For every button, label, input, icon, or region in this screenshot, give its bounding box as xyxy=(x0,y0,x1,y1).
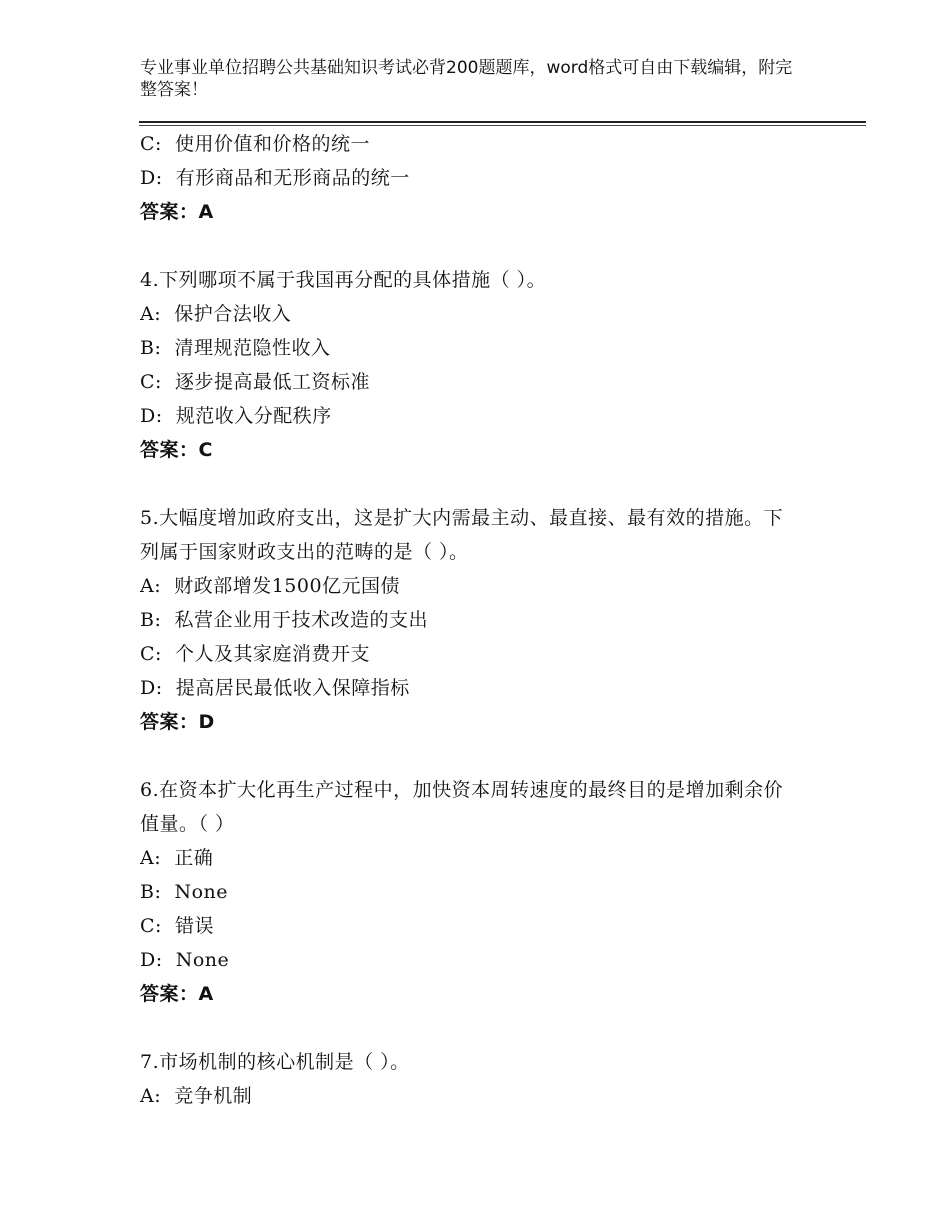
header-divider-thin xyxy=(139,125,866,126)
option-a: A: 财政部增发1500亿元国债 xyxy=(140,575,401,597)
option-b: B: 清理规范隐性收入 xyxy=(140,337,331,359)
option-a: A: 保护合法收入 xyxy=(140,303,292,325)
spacer xyxy=(140,739,800,773)
option-a: A: 竞争机制 xyxy=(140,1085,253,1107)
question-4 xyxy=(140,263,800,467)
option-c: C: 错误 xyxy=(140,915,215,937)
option-c: C: 逐步提高最低工资标准 xyxy=(140,371,371,393)
option-b: B: 私营企业用于技术改造的支出 xyxy=(140,609,428,631)
option-a: A: 正确 xyxy=(140,847,214,869)
question-3-continued xyxy=(140,127,800,229)
spacer xyxy=(140,467,800,501)
question-stem: 4.下列哪项不属于我国再分配的具体措施（ ）。 xyxy=(140,269,547,291)
answer-label: 答案：A xyxy=(140,201,214,223)
question-stem: 7.市场机制的核心机制是（ ）。 xyxy=(140,1051,410,1073)
question-stem: 5.大幅度增加政府支出，这是扩大内需最主动、最直接、最有效的措施。下列属于国家财政支出的范畴的是（ ）。 xyxy=(140,507,784,563)
answer-label: 答案：C xyxy=(140,439,213,461)
question-6 xyxy=(140,773,800,1011)
question-stem: 6.在资本扩大化再生产过程中，加快资本周转速度的最终目的是增加剩余价值量。（ ） xyxy=(140,779,784,835)
question-content xyxy=(140,127,800,1113)
option-d: D: 有形商品和无形商品的统一 xyxy=(140,167,410,189)
option-c: C: 使用价值和价格的统一 xyxy=(140,133,371,155)
answer-label: 答案：D xyxy=(140,711,215,733)
spacer xyxy=(140,229,800,263)
option-c: C: 个人及其家庭消费开支 xyxy=(140,643,371,665)
spacer xyxy=(140,1011,800,1045)
option-d: D: None xyxy=(140,949,230,971)
option-d: D: 提高居民最低收入保障指标 xyxy=(140,677,410,699)
option-d: D: 规范收入分配秩序 xyxy=(140,405,332,427)
option-b: B: None xyxy=(140,881,228,903)
header-divider-thick xyxy=(139,121,866,123)
question-7 xyxy=(140,1045,800,1113)
answer-label: 答案：A xyxy=(140,983,214,1005)
document-header: 专业事业单位招聘公共基础知识考试必背200题题库，word格式可自由下载编辑，附完整答案！ xyxy=(140,58,793,100)
question-5 xyxy=(140,501,800,739)
